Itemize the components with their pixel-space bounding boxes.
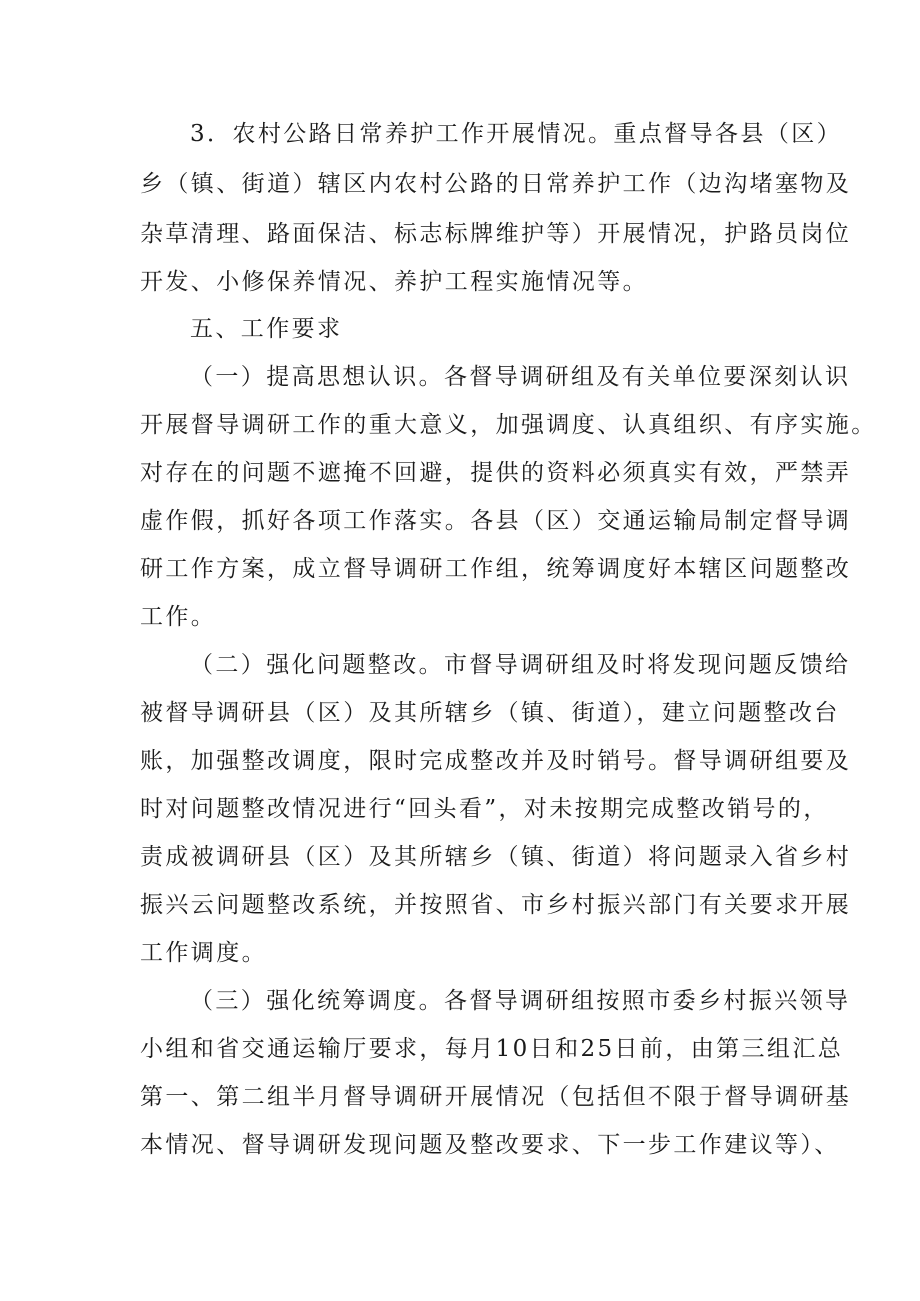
text-line: 工作调度。: [140, 940, 267, 966]
text-line: 开发、小修保养情况、养护工程实施情况等。: [140, 269, 648, 295]
text-line: 本情况、督导调研发现问题及整改要求、下一步工作建议等）、: [140, 1132, 840, 1158]
text-line: 小组和省交通运输厅要求，每月10日和25日前，由第三组汇总: [140, 1036, 844, 1062]
text-line: 振兴云问题整改系统，并按照省、市乡村振兴部门有关要求开展: [140, 892, 852, 918]
section-heading: 五、工作要求: [190, 316, 343, 342]
text-line: 被督导调研县（区）及其所辖乡（镇、街道），建立问题整改台: [140, 700, 840, 726]
text-line: 对存在的问题不遮掩不回避，提供的资料必须真实有效，严禁弄: [140, 460, 852, 486]
text-line: 研工作方案，成立督导调研工作组，统筹调度好本辖区问题整改: [140, 556, 852, 582]
text-line: 虚作假，抓好各项工作落实。各县（区）交通运输局制定督导调: [140, 508, 852, 534]
text-line: 工作。: [140, 604, 217, 630]
text-line: 时对问题整改情况进行“回头看”，对未按期完成整改销号的，: [140, 796, 829, 822]
text-line: 乡（镇、街道）辖区内农村公路的日常养护工作（边沟堵塞物及: [140, 171, 852, 197]
text-line: 开展督导调研工作的重大意义，加强调度、认真组织、有序实施。: [140, 412, 877, 438]
text-line: 杂草清理、路面保洁、标志标牌维护等）开展情况，护路员岗位: [140, 221, 852, 247]
text-line: （一）提高思想认识。各督导调研组及有关单位要深刻认识: [190, 364, 851, 390]
text-line: （二）强化问题整改。市督导调研组及时将发现问题反馈给: [190, 652, 851, 678]
text-line: 3．农村公路日常养护工作开展情况。重点督导各县（区）: [190, 121, 843, 147]
text-line: 第一、第二组半月督导调研开展情况（包括但不限于督导调研基: [140, 1084, 852, 1110]
text-line: （三）强化统筹调度。各督导调研组按照市委乡村振兴领导: [190, 988, 851, 1014]
text-line: 责成被调研县（区）及其所辖乡（镇、街道）将问题录入省乡村: [140, 844, 852, 870]
text-line: 账，加强整改调度，限时完成整改并及时销号。督导调研组要及: [140, 748, 852, 774]
